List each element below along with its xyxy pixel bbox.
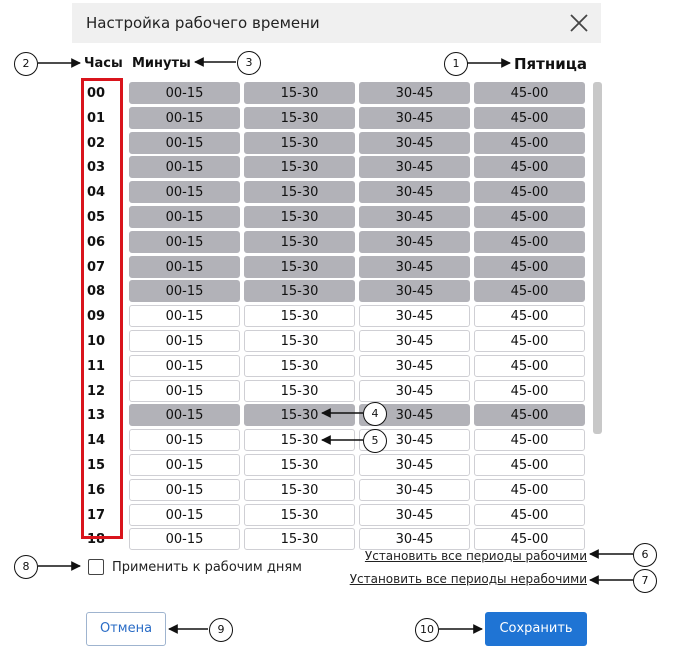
time-slot-cell[interactable]: 30-45 — [359, 181, 470, 203]
time-slot-cell[interactable]: 00-15 — [129, 429, 240, 451]
time-slot-cell[interactable]: 30-45 — [359, 156, 470, 178]
time-slot-cell[interactable]: 00-15 — [129, 454, 240, 476]
time-slot-cell[interactable]: 15-30 — [244, 528, 355, 550]
callout-3: 3 — [237, 51, 261, 75]
time-slot-cell[interactable]: 45-00 — [474, 404, 585, 426]
callout-1: 1 — [444, 52, 468, 76]
time-slot-cell[interactable]: 45-00 — [474, 504, 585, 526]
hour-label: 09 — [87, 309, 106, 325]
time-slot-cell[interactable]: 45-00 — [474, 231, 585, 253]
time-slot-cell[interactable]: 30-45 — [359, 528, 470, 550]
time-slot-cell[interactable]: 30-45 — [359, 330, 470, 352]
time-slot-cell[interactable]: 45-00 — [474, 479, 585, 501]
callout-6: 6 — [633, 543, 657, 567]
time-slot-cell[interactable]: 15-30 — [244, 280, 355, 302]
time-slot-cell[interactable]: 45-00 — [474, 206, 585, 228]
apply-to-workdays-label: Применить к рабочим дням — [112, 560, 302, 575]
hour-label: 18 — [87, 532, 106, 548]
hour-label: 06 — [87, 234, 106, 250]
hour-label: 15 — [87, 458, 106, 473]
hour-label: 14 — [87, 433, 106, 449]
time-slot-cell[interactable]: 00-15 — [129, 380, 240, 402]
time-slot-cell[interactable]: 00-15 — [129, 181, 240, 203]
time-slot-cell[interactable]: 45-00 — [474, 107, 585, 129]
time-slot-cell[interactable]: 15-30 — [244, 107, 355, 129]
save-button[interactable]: Сохранить — [485, 612, 587, 646]
hour-label: 10 — [87, 334, 106, 349]
time-slot-cell[interactable]: 45-00 — [474, 454, 585, 476]
minutes-column-header: Минуты — [132, 56, 191, 71]
time-slot-cell[interactable]: 15-30 — [244, 231, 355, 253]
hour-label: 05 — [87, 210, 106, 225]
day-label: Пятница — [514, 55, 587, 73]
time-slot-cell[interactable]: 00-15 — [129, 231, 240, 253]
set-all-working-link[interactable]: Установить все периоды рабочими — [364, 549, 587, 563]
time-slot-cell[interactable]: 15-30 — [244, 479, 355, 501]
hour-label: 03 — [87, 160, 106, 176]
hour-label: 13 — [87, 408, 106, 424]
time-slot-cell[interactable]: 45-00 — [474, 330, 585, 352]
time-slot-cell[interactable]: 30-45 — [359, 380, 470, 402]
time-slot-cell[interactable]: 00-15 — [129, 330, 240, 352]
hour-label: 16 — [87, 482, 106, 498]
time-slot-cell[interactable]: 45-00 — [474, 380, 585, 402]
time-slot-cell[interactable]: 45-00 — [474, 305, 585, 327]
time-slot-cell[interactable]: 30-45 — [359, 231, 470, 253]
hour-label: 01 — [87, 110, 106, 126]
hour-label: 07 — [87, 259, 106, 275]
time-slot-cell[interactable]: 30-45 — [359, 82, 470, 104]
time-slot-cell[interactable]: 30-45 — [359, 404, 470, 426]
time-slot-cell[interactable]: 00-15 — [129, 479, 240, 501]
time-slot-cell[interactable]: 15-30 — [244, 206, 355, 228]
time-slot-cell[interactable]: 00-15 — [129, 256, 240, 278]
time-slot-cell[interactable]: 45-00 — [474, 429, 585, 451]
hours-column-header: Часы — [84, 56, 123, 71]
time-slot-cell[interactable]: 45-00 — [474, 280, 585, 302]
callout-9: 9 — [209, 618, 233, 642]
hour-label: 02 — [87, 135, 106, 151]
time-slot-cell[interactable]: 15-30 — [244, 454, 355, 476]
time-slot-cell[interactable]: 15-30 — [244, 181, 355, 203]
callout-8: 8 — [14, 555, 38, 579]
time-slot-cell[interactable]: 15-30 — [244, 355, 355, 377]
time-slot-cell[interactable]: 30-45 — [359, 132, 470, 154]
callout-5: 5 — [363, 429, 387, 453]
time-slot-cell[interactable]: 30-45 — [359, 256, 470, 278]
time-slot-cell[interactable]: 30-45 — [359, 504, 470, 526]
time-slot-cell[interactable]: 00-15 — [129, 82, 240, 104]
time-slot-cell[interactable]: 15-30 — [244, 504, 355, 526]
time-slot-cell[interactable]: 45-00 — [474, 528, 585, 550]
time-slot-cell[interactable]: 15-30 — [244, 330, 355, 352]
time-slot-cell[interactable]: 00-15 — [129, 206, 240, 228]
time-slot-cell[interactable]: 30-45 — [359, 479, 470, 501]
time-slot-cell[interactable]: 00-15 — [129, 132, 240, 154]
time-slot-cell[interactable]: 15-30 — [244, 156, 355, 178]
time-slot-cell[interactable]: 30-45 — [359, 355, 470, 377]
time-slot-cell[interactable]: 15-30 — [244, 429, 355, 451]
time-slot-cell[interactable]: 15-30 — [244, 404, 355, 426]
time-slot-cell[interactable]: 00-15 — [129, 280, 240, 302]
hour-label: 12 — [87, 383, 106, 399]
callout-10: 10 — [415, 618, 439, 642]
callout-4: 4 — [363, 402, 387, 426]
dialog-title: Настройка рабочего времени — [86, 14, 320, 32]
hour-label: 00 — [87, 86, 106, 101]
cancel-button[interactable]: Отмена — [86, 612, 166, 646]
time-slot-cell[interactable]: 30-45 — [359, 429, 470, 451]
time-slot-cell[interactable]: 00-15 — [129, 504, 240, 526]
hour-label: 11 — [87, 358, 106, 374]
time-slot-cell[interactable]: 30-45 — [359, 107, 470, 129]
callout-7: 7 — [633, 569, 657, 593]
time-slot-cell[interactable]: 45-00 — [474, 132, 585, 154]
hour-label: 08 — [87, 284, 106, 300]
time-slot-cell[interactable]: 30-45 — [359, 305, 470, 327]
hour-label: 04 — [87, 185, 106, 201]
time-slot-cell[interactable]: 15-30 — [244, 380, 355, 402]
time-slot-cell[interactable]: 00-15 — [129, 305, 240, 327]
time-slot-cell[interactable]: 00-15 — [129, 528, 240, 550]
time-slot-cell[interactable]: 30-45 — [359, 206, 470, 228]
set-all-nonworking-link[interactable]: Установить все периоды нерабочими — [349, 572, 587, 586]
time-slot-cell[interactable]: 45-00 — [474, 156, 585, 178]
time-slot-cell[interactable]: 45-00 — [474, 355, 585, 377]
time-slot-cell[interactable]: 00-15 — [129, 107, 240, 129]
time-slot-cell[interactable]: 30-45 — [359, 280, 470, 302]
time-slot-cell[interactable]: 45-00 — [474, 181, 585, 203]
time-slot-cell[interactable]: 00-15 — [129, 355, 240, 377]
time-slot-cell[interactable]: 15-30 — [244, 305, 355, 327]
time-slot-cell[interactable]: 00-15 — [129, 156, 240, 178]
time-slot-cell[interactable]: 00-15 — [129, 404, 240, 426]
time-slot-cell[interactable]: 30-45 — [359, 454, 470, 476]
time-slot-cell[interactable]: 45-00 — [474, 256, 585, 278]
time-slot-cell[interactable]: 15-30 — [244, 132, 355, 154]
time-slot-cell[interactable]: 15-30 — [244, 82, 355, 104]
time-slot-cell[interactable]: 45-00 — [474, 82, 585, 104]
time-slot-cell[interactable]: 15-30 — [244, 256, 355, 278]
callout-2: 2 — [14, 52, 38, 76]
hour-label: 17 — [87, 507, 106, 523]
